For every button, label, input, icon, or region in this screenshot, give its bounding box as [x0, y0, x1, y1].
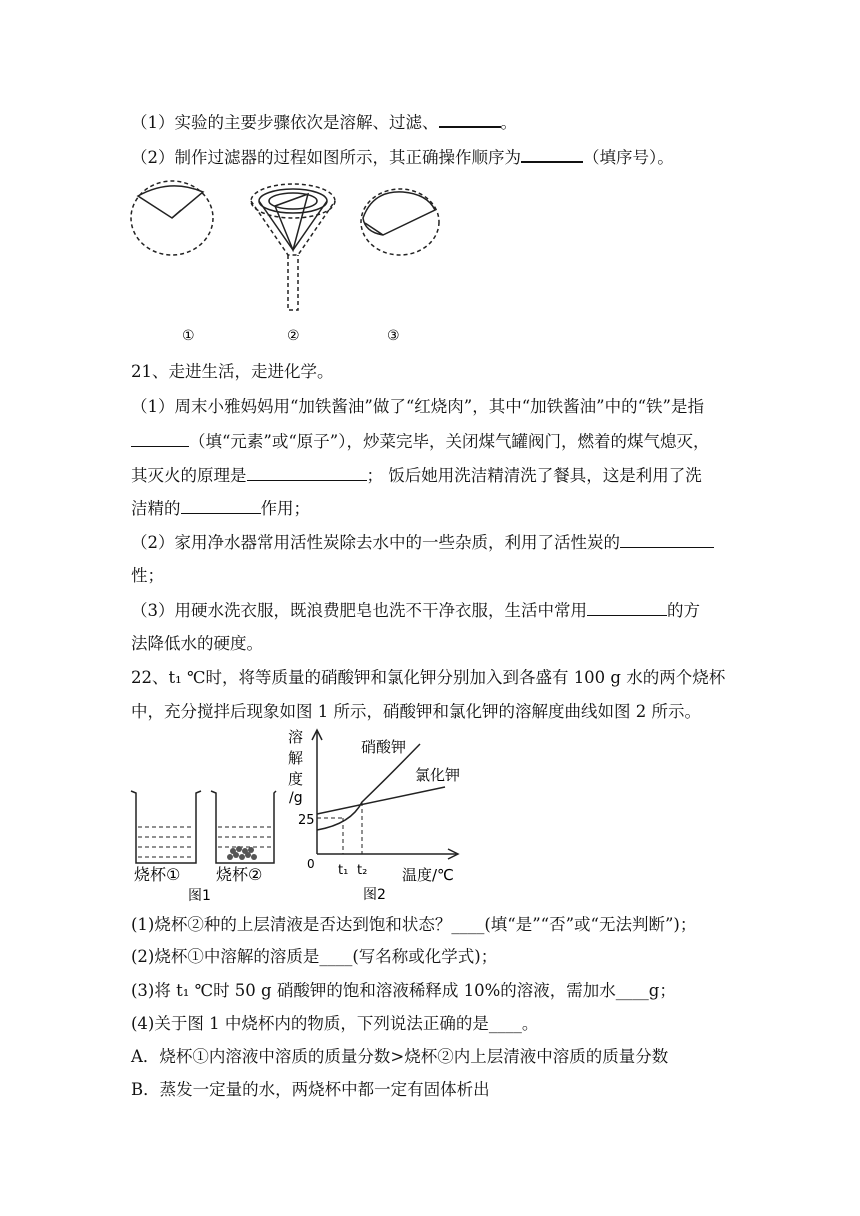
fig-label-2: ② [287, 328, 300, 344]
q21-p2-line2: 性； [131, 566, 164, 585]
q21-title: 21、走进生活，走进化学。 [131, 362, 334, 381]
beaker-2-label: 烧杯② [216, 865, 263, 884]
y-label-char: 解 [288, 749, 304, 767]
y-label-char: 度 [288, 770, 304, 788]
q22-s4: (4)关于图 1 中烧杯内的物质，下列说法正确的是____。 [131, 1014, 539, 1033]
q21-p1-line4: 洁精的 作用； [131, 499, 310, 518]
legend-kno3: 硝酸钾 [361, 738, 407, 756]
y-label-char: 溶 [288, 728, 304, 746]
beaker-1-label: 烧杯① [134, 865, 181, 884]
answer-blank[interactable] [247, 464, 367, 481]
q21-p1-line2: （填“元素”或“原子”），炒菜完毕，关闭煤气罐阀门，燃着的煤气熄灭， [131, 430, 710, 453]
q20-step1: （1）实验的主要步骤依次是溶解、过滤、 。 [131, 110, 517, 134]
answer-blank[interactable] [439, 110, 501, 128]
q21-p1-line3: 其灭火的原理是 ； 饭后她用洗洁精清洗了餐具，这是利用了洗 [131, 466, 702, 485]
q21-p3-line2: 法降低水的硬度。 [131, 634, 263, 653]
q21-p3-line1: （3）用硬水洗衣服，既浪费肥皂也洗不干净衣服，生活中常用 的方 [131, 601, 700, 620]
q20-step2: （2）制作过滤器的过程如图所示，其正确操作顺序为 （填序号）。 [131, 145, 674, 169]
x-tick-t2: t₂ [357, 863, 368, 878]
figure-1-beakers [128, 785, 278, 905]
x-tick-t1: t₁ [338, 863, 349, 878]
answer-blank[interactable] [181, 497, 261, 514]
series-kcl-line [317, 787, 445, 814]
y-tick-25: 25 [298, 813, 315, 828]
q22-option-b[interactable]: B．蒸发一定量的水，两烧杯中都一定有固体析出 [131, 1080, 490, 1099]
answer-blank[interactable] [620, 531, 714, 548]
series-kno3-curve [317, 744, 420, 830]
origin-label: 0 [307, 857, 315, 871]
fold-step-3 [361, 189, 439, 255]
fig-label-1: ① [182, 328, 195, 344]
q21-p2-line1: （2）家用净水器常用活性炭除去水中的一些杂质，利用了活性炭的 [131, 531, 714, 554]
answer-blank[interactable] [521, 145, 583, 163]
fig-label-3: ③ [387, 328, 400, 344]
filter-folding-figure [125, 180, 445, 350]
precipitate-icon [227, 846, 257, 860]
answer-blank[interactable] [587, 599, 667, 616]
q22-option-a[interactable]: A．烧杯①内溶液中溶质的质量分数>烧杯②内上层清液中溶质的质量分数 [131, 1047, 669, 1066]
q22-s1: (1)烧杯②种的上层清液是否达到饱和状态？____(填“是”“否”或“无法判断”)； [131, 915, 697, 934]
q21-p1-line1: （1）周末小雅妈妈用“加铁酱油”做了“红烧肉”，其中“加铁酱油”中的“铁”是指 [131, 397, 704, 416]
q22-s3: (3)将 t₁ ℃时 50 g 硝酸钾的饱和溶液稀释成 10%的溶液，需加水____g； [131, 981, 676, 1000]
q22-s2: (2)烧杯①中溶解的溶质是____(写名称或化学式)； [131, 947, 498, 966]
fold-step-1 [131, 181, 213, 255]
figure-2-solubility-chart [285, 722, 470, 904]
legend-kcl: 氯化钾 [415, 766, 461, 784]
q22-intro-line2: 中，充分搅拌后现象如图 1 所示，硝酸钾和氯化钾的溶解度曲线如图 2 所示。 [131, 702, 701, 721]
answer-blank[interactable] [131, 430, 189, 447]
q22-intro-line1: 22、t₁ ℃时，将等质量的硝酸钾和氯化钾分别加入到各盛有 100 g 水的两个烧杯 [131, 668, 726, 687]
figure-1-caption: 图1 [188, 888, 211, 904]
y-label-unit: /g [289, 790, 303, 806]
x-axis-label: 温度/℃ [402, 866, 454, 884]
fold-step-2 [251, 184, 335, 310]
figure-2-caption: 图2 [363, 887, 386, 903]
